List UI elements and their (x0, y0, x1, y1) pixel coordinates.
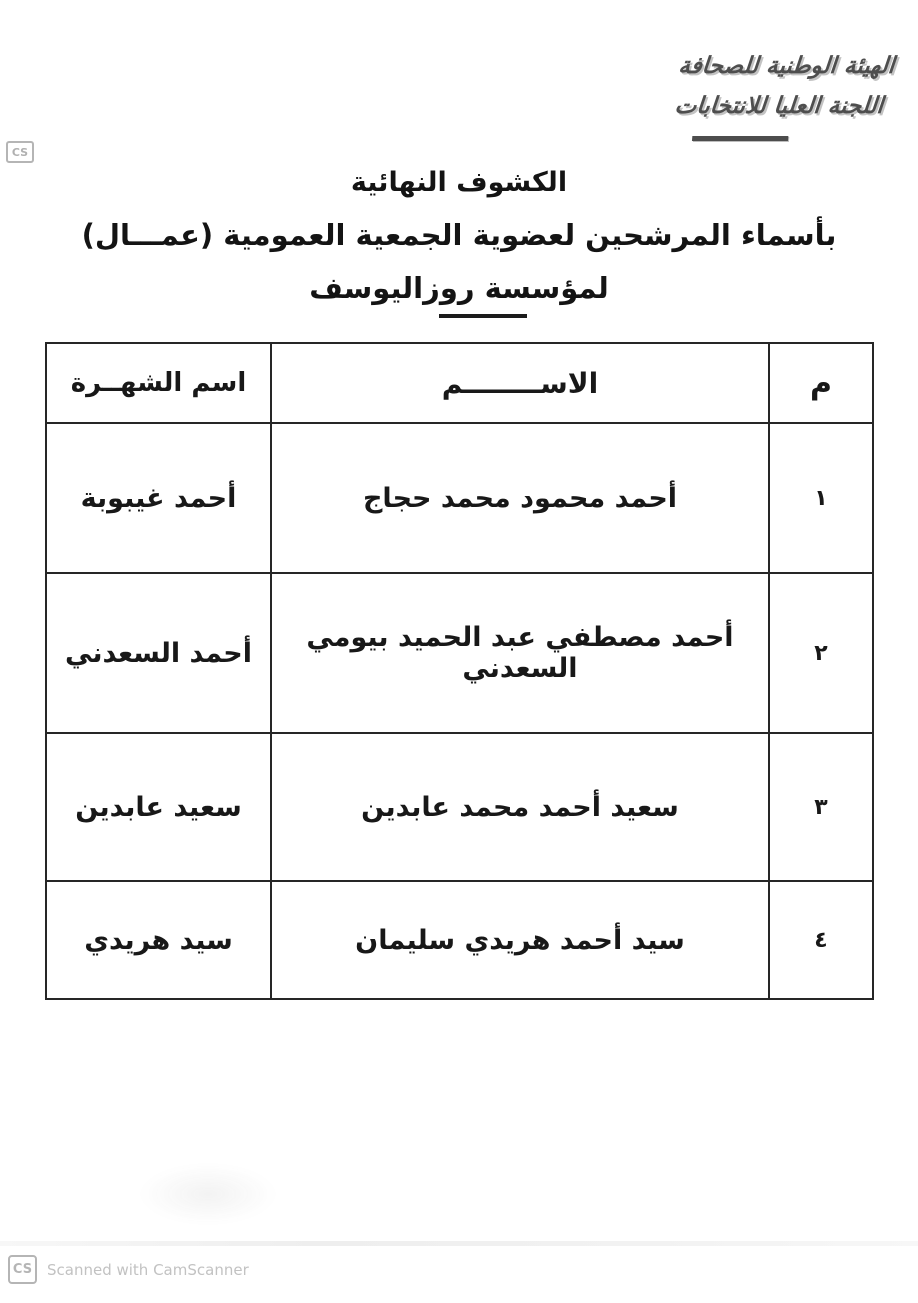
camscanner-logo-icon: CS (8, 1255, 37, 1284)
camscanner-corner-mark: CS (6, 141, 34, 163)
column-header-nickname: اسم الشهــرة (46, 343, 271, 423)
organization-name: لمؤسسة روزاليوسف (309, 271, 609, 305)
camscanner-watermark-text: Scanned with CamScanner (47, 1260, 249, 1279)
candidates-table (45, 342, 874, 1000)
letterhead (664, 48, 896, 141)
table-header-row (46, 343, 873, 423)
letterhead-line-2: اللجنة العليا للانتخابات (673, 93, 885, 119)
table-row (46, 573, 873, 733)
row-index: ٣ (769, 733, 873, 881)
candidate-name: أحمد محمود محمد حجاج (271, 423, 769, 573)
candidate-name: سيد أحمد هريدي سليمان (271, 881, 769, 999)
document-title-block (0, 166, 918, 318)
candidate-name: أحمد مصطفي عبد الحميد بيومي السعدني (271, 573, 769, 733)
candidate-name: سعيد أحمد محمد عابدين (271, 733, 769, 881)
row-index: ٤ (769, 881, 873, 999)
table-row (46, 881, 873, 999)
camscanner-watermark (8, 1255, 249, 1284)
column-header-index: م (769, 343, 873, 423)
scan-smudge-artifact (138, 1163, 278, 1225)
row-index: ١ (769, 423, 873, 573)
candidate-nickname: سعيد عابدين (46, 733, 271, 881)
candidate-nickname: أحمد غيبوبة (46, 423, 271, 573)
candidate-nickname: أحمد السعدني (46, 573, 271, 733)
table-row (46, 733, 873, 881)
row-index: ٢ (769, 573, 873, 733)
page-title: الكشوف النهائية (350, 167, 568, 198)
candidate-nickname: سيد هريدي (46, 881, 271, 999)
scan-shadow-band (0, 1241, 918, 1246)
letterhead-line-1: الهيئة الوطنية للصحافة (677, 53, 896, 79)
letterhead-underline (692, 136, 788, 141)
table-row (46, 423, 873, 573)
title-underline (439, 314, 527, 318)
page-subtitle: بأسماء المرشحين لعضوية الجمعية العمومية (عمـــال) (81, 218, 837, 252)
column-header-name: الاســــــــم (271, 343, 769, 423)
